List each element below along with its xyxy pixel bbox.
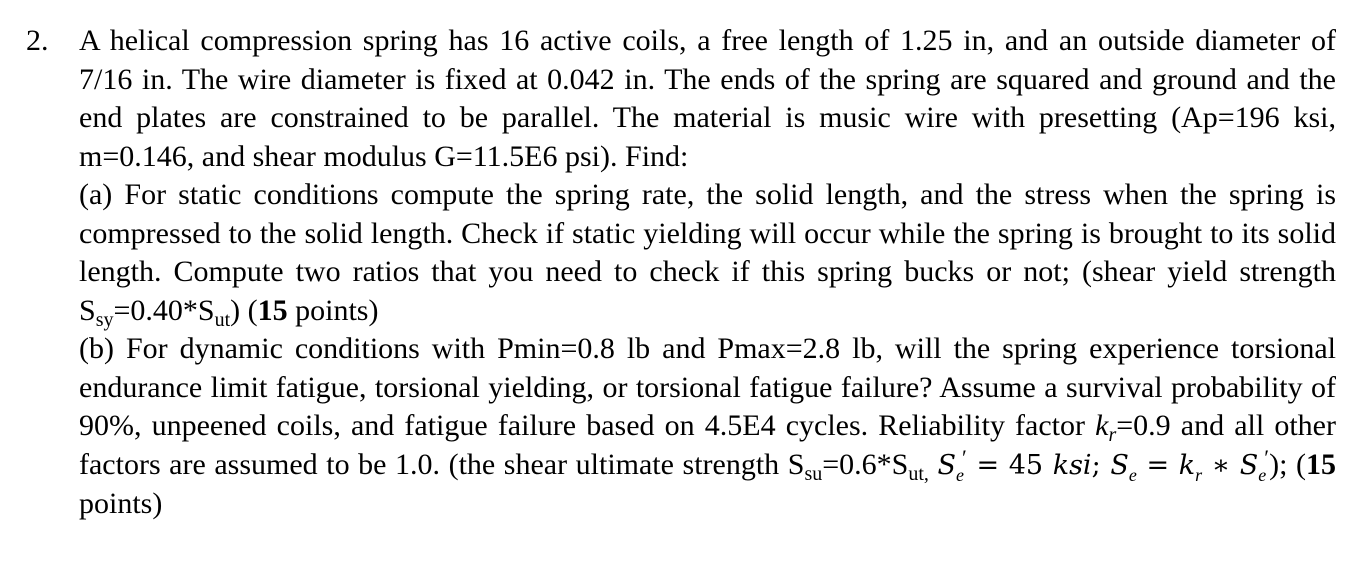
part-b-mid: =0.6*S: [822, 447, 909, 481]
se-symbol: S: [1110, 449, 1129, 481]
se-prime-sub: e: [955, 464, 964, 485]
part-b: [79, 330, 1336, 524]
semicolon: ;: [1091, 449, 1111, 481]
problem-intro: A helical compression spring has 16 active coils, a free length of 1.25 in, and an outside diameter of 7/16 in. The wire diameter is fixed at 0.042 in. The ends of the spring are squared and ground and the end plates are constrained to be parallel. The material is music wire with presetting (Ap=196 ksi, m=0.146, and shear modulus G=11.5E6 psi). Find:: [79, 24, 1336, 173]
part-b-after-kr: =0.9 and all other factors are assumed to be 1.0. (the shear ultimate strength S: [79, 409, 1336, 481]
part-a-points-number: 15: [257, 293, 288, 327]
part-b-kr-k: k: [1095, 409, 1109, 442]
multiply-star: ∗: [1202, 449, 1240, 481]
part-b-points-number: 15: [1306, 447, 1336, 481]
problem-number: 2.: [26, 24, 49, 57]
part-a-mid: =0.40*S: [113, 293, 215, 327]
part-b-text: (b) For dynamic conditions with Pmin=0.8 lb and Pmax=2.8 lb, will the spring experience torsional endurance limit fatigue, torsional yielding, or torsional fatigue failure? Assume a survival probability of 90%, unpeened coils, and fatigue failure based on 4.5E4 cycles. Reliability factor: [79, 332, 1336, 442]
part-a-sub-sy: sy: [95, 308, 114, 331]
part-b-points-tail: points): [79, 487, 163, 520]
part-b-close: ); (: [1269, 447, 1306, 481]
se2-sub: e: [1258, 464, 1267, 485]
se-prime-symbol: S: [937, 449, 956, 481]
prime-mark-1: ′: [961, 444, 967, 470]
part-b-sub-su: su: [804, 462, 823, 485]
kr-sub: r: [1195, 464, 1203, 485]
kr-symbol: k: [1178, 449, 1196, 481]
se2-symbol: S: [1239, 449, 1259, 481]
part-a-points-tail: points): [287, 293, 379, 327]
ksi-unit: ksi: [1052, 449, 1092, 481]
se-sub: e: [1128, 464, 1137, 485]
part-b-sub-ut: ut,: [908, 462, 929, 485]
eq2: =: [1136, 449, 1179, 481]
part-b-kr-sub: r: [1108, 424, 1117, 446]
eq1: = 45: [966, 449, 1053, 481]
part-a-sub-ut: ut: [214, 308, 231, 331]
problem-body: [79, 22, 1336, 524]
prime-mark-2: ′: [1264, 444, 1270, 470]
part-a: [79, 176, 1336, 330]
problem-2: [26, 22, 1336, 524]
part-a-text: (a) For static conditions compute the spring rate, the solid length, and the stress when the spring is compressed to the solid length. Check if static yielding will occur while the spring is brought to its solid length. Compute two ratios that you need to check if this spring bucks or not; (shear yield strength S: [79, 178, 1336, 327]
part-a-close: ) (: [230, 293, 258, 327]
